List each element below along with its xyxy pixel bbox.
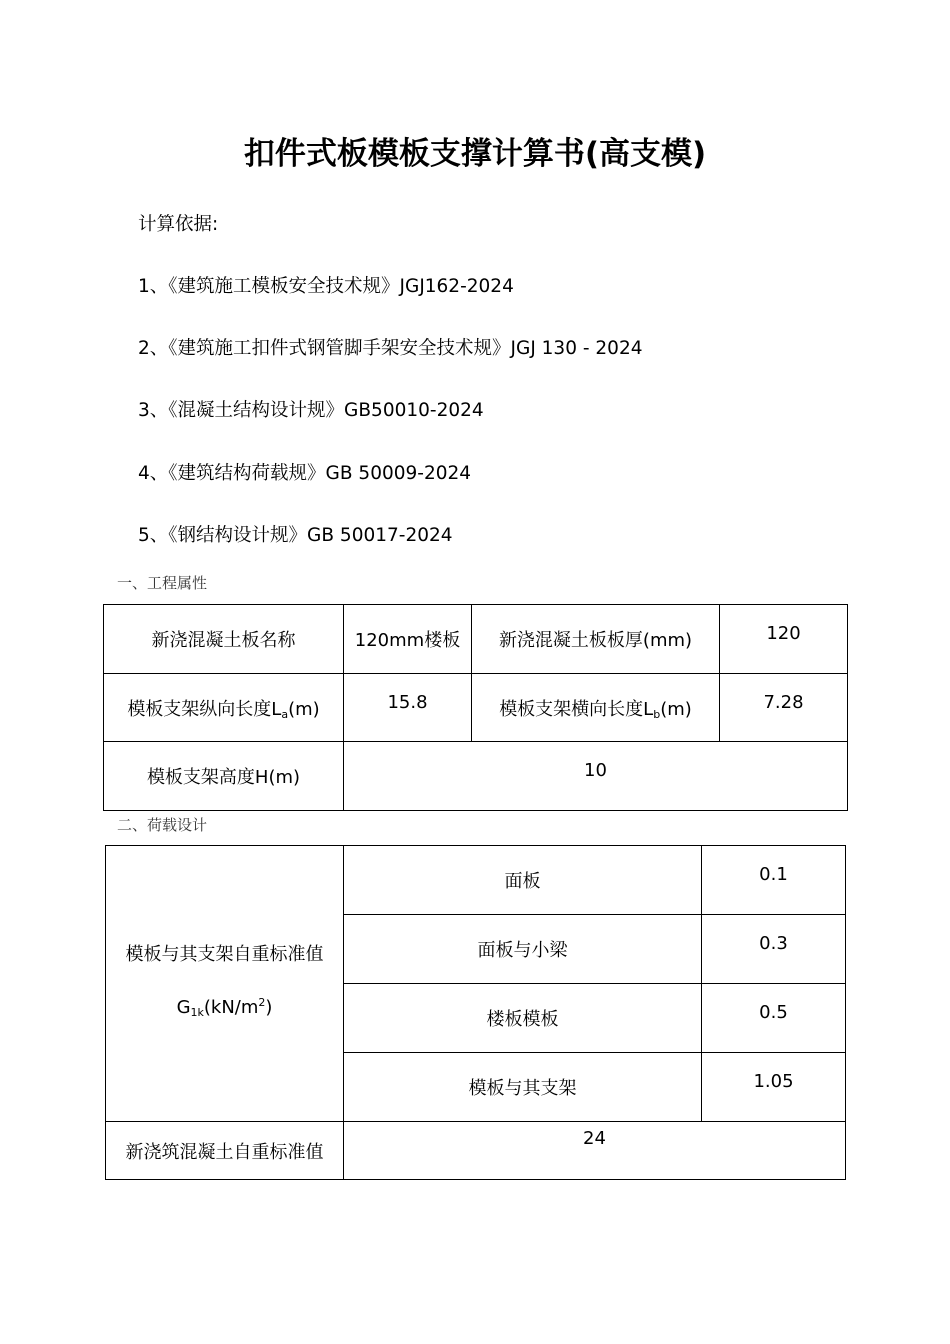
table-cell-value: 7.28 xyxy=(720,674,848,742)
table-cell-value: 0.5 xyxy=(702,984,846,1053)
symbol-g: G xyxy=(176,996,191,1018)
table-cell-value: 15.8 xyxy=(344,674,472,742)
label-text: 模板支架横向长度L xyxy=(499,698,654,720)
label-unit: (m) xyxy=(288,698,320,720)
table-row xyxy=(104,674,848,742)
unit-text: ) xyxy=(265,996,273,1018)
section-heading-project: 一、工程属性 xyxy=(117,574,208,592)
table-cell-item: 面板 xyxy=(344,846,702,915)
group-label-line: 模板与其支架自重标准值 xyxy=(125,943,324,965)
load-design-table xyxy=(105,845,846,1180)
basis-item: 5、《钢结构设计规》GB 50017-2024 xyxy=(138,525,453,546)
table-row xyxy=(106,846,846,915)
table-cell-item: 模板与其支架 xyxy=(344,1053,702,1122)
basis-item: 4、《建筑结构荷载规》GB 50009-2024 xyxy=(138,463,472,484)
table-row xyxy=(104,742,848,811)
table-cell-value: 120 xyxy=(720,605,848,674)
label-text: 模板支架纵向长度L xyxy=(127,698,282,720)
label-subscript: b xyxy=(653,707,661,721)
table-cell-value: 10 xyxy=(344,742,848,811)
symbol-subscript: 1k xyxy=(190,1005,204,1019)
basis-item: 2、《建筑施工扣件式钢管脚手架安全技术规》JGJ 130 - 2024 xyxy=(138,338,643,359)
table-cell-label: 新浇混凝土板板厚(mm) xyxy=(472,605,720,674)
table-cell-value: 24 xyxy=(344,1122,846,1180)
project-properties-table xyxy=(103,604,848,811)
group-label-symbol xyxy=(106,979,343,1037)
unit-superscript: 2 xyxy=(258,995,266,1009)
table-cell-value: 0.3 xyxy=(702,915,846,984)
table-row xyxy=(106,1122,846,1180)
table-cell-label: 新浇混凝土板名称 xyxy=(104,605,344,674)
table-cell-label xyxy=(472,674,720,742)
basis-item: 1、《建筑施工模板安全技术规》JGJ162-2024 xyxy=(138,276,514,297)
table-cell-item: 面板与小梁 xyxy=(344,915,702,984)
table-cell-group-label xyxy=(106,846,344,1122)
table-cell-item: 楼板模板 xyxy=(344,984,702,1053)
document-title: 扣件式板模板支撑计算书(高支模) xyxy=(243,136,707,172)
table-row xyxy=(104,605,848,674)
table-cell-label: 新浇筑混凝土自重标准值 xyxy=(106,1122,344,1180)
table-cell-value: 0.1 xyxy=(702,846,846,915)
table-cell-label xyxy=(104,674,344,742)
section-heading-load: 二、荷载设计 xyxy=(117,816,208,834)
table-cell-label: 模板支架高度H(m) xyxy=(104,742,344,811)
label-unit: (m) xyxy=(660,698,692,720)
label-subscript: a xyxy=(281,707,289,721)
unit-text: (kN/m xyxy=(203,996,259,1018)
table-cell-value: 1.05 xyxy=(702,1053,846,1122)
basis-heading: 计算依据: xyxy=(138,214,219,235)
table-cell-value: 120mm楼板 xyxy=(344,605,472,674)
basis-item: 3、《混凝土结构设计规》GB50010-2024 xyxy=(138,400,484,421)
